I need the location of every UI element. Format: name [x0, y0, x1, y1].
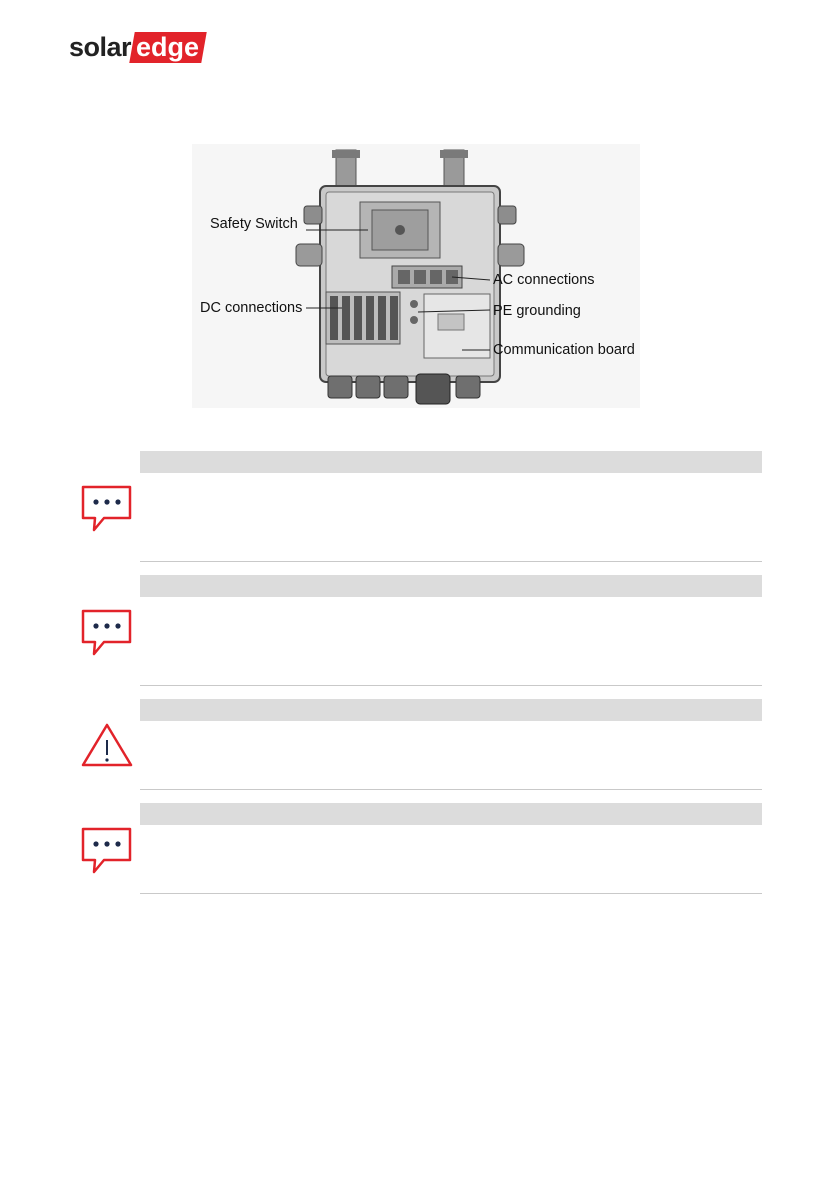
connection-unit-figure — [192, 144, 640, 408]
note-header — [140, 803, 762, 825]
callout-pe-grounding: PE grounding — [493, 303, 581, 319]
note-body — [140, 473, 762, 562]
logo-edge-badge — [129, 32, 206, 63]
note-block-2 — [140, 575, 762, 686]
callout-ac-connections: AC connections — [493, 272, 595, 288]
callout-dc-connections: DC connections — [200, 300, 303, 316]
note-block-1 — [140, 451, 762, 562]
callout-communication-board: Communication board — [493, 342, 635, 358]
note-bubble-icon — [80, 484, 134, 537]
callout-safety-switch: Safety Switch — [210, 216, 298, 232]
solaredge-logo — [69, 30, 204, 64]
note-body — [140, 721, 762, 790]
logo-edge-text: edge — [136, 31, 200, 62]
note-bubble-icon — [80, 826, 134, 879]
warning-triangle-icon — [80, 722, 134, 773]
logo-solar-text: solar — [69, 31, 132, 62]
caution-block — [140, 699, 762, 790]
note-body — [140, 825, 762, 894]
note-block-4 — [140, 803, 762, 894]
note-body — [140, 597, 762, 686]
note-bubble-icon — [80, 608, 134, 661]
note-header — [140, 575, 762, 597]
note-header — [140, 699, 762, 721]
note-header — [140, 451, 762, 473]
